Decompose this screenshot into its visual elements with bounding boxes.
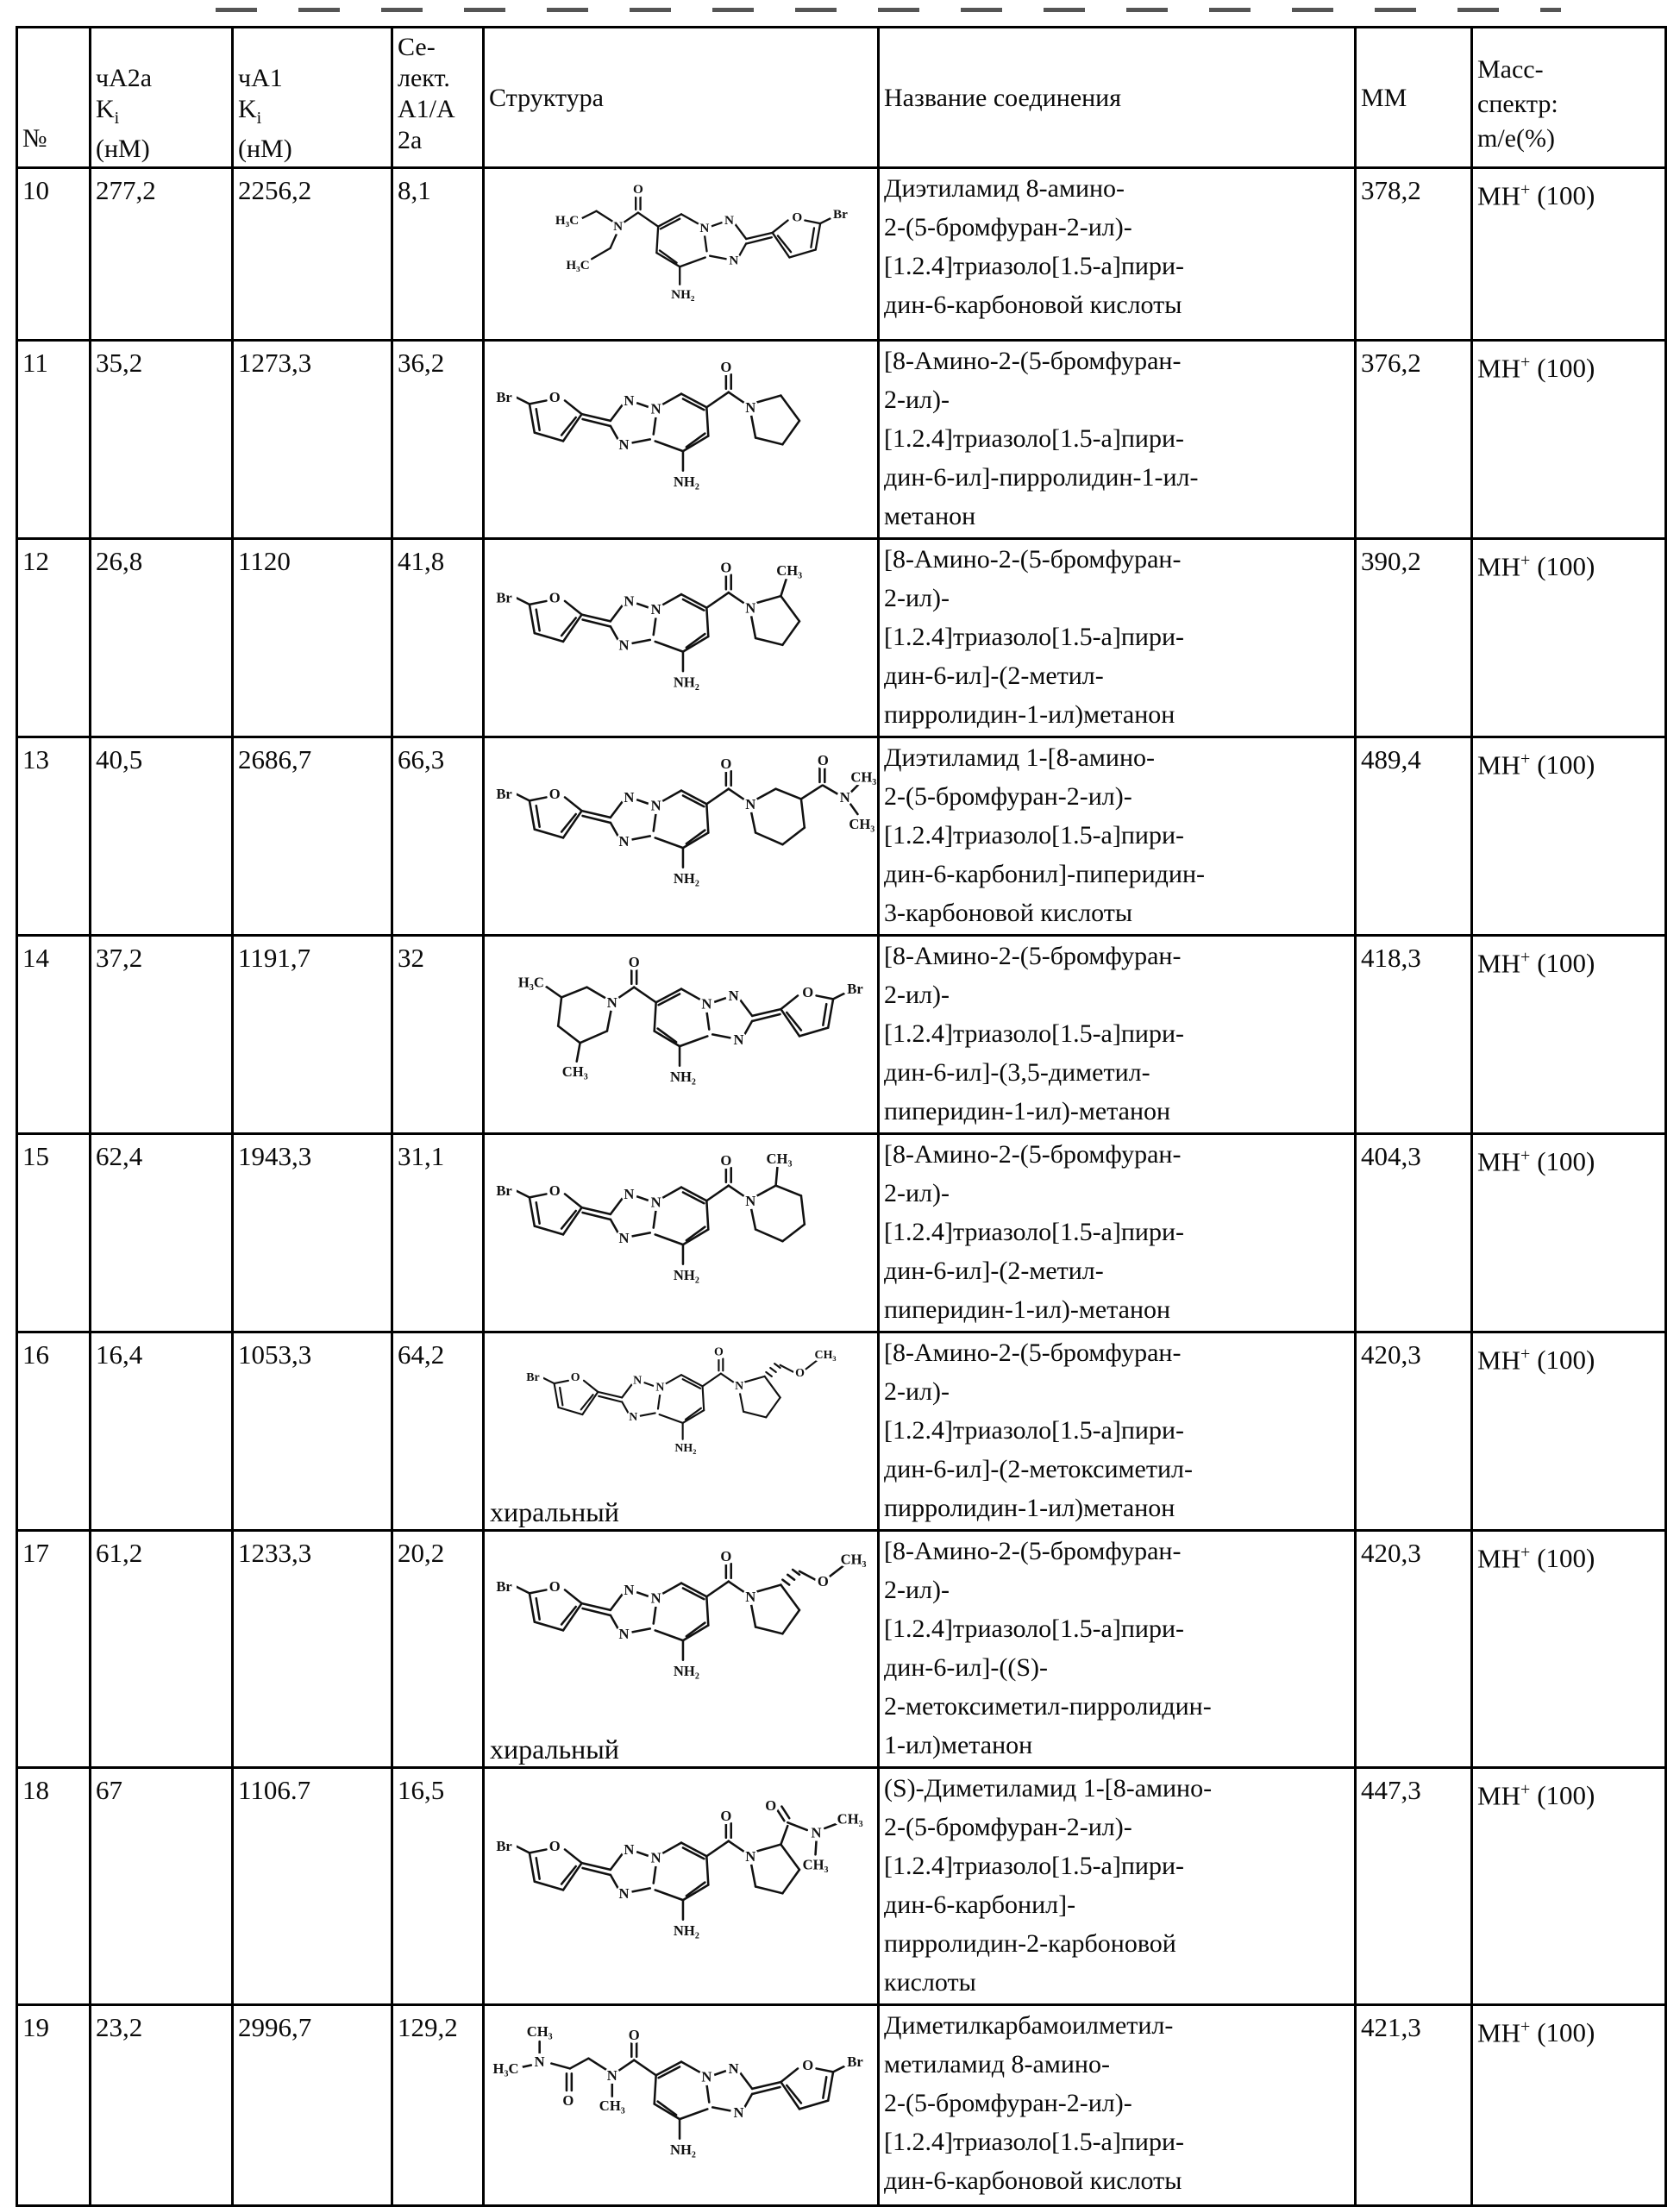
svg-text:CH₃: CH₃	[840, 1551, 867, 1568]
svg-text:H₃C: H₃C	[517, 974, 544, 991]
compound-name-line: пиперидин-1-ил)-метанон	[884, 1295, 1171, 1324]
svg-text:O: O	[570, 1371, 580, 1385]
svg-text:N: N	[744, 795, 755, 812]
svg-text:Br: Br	[495, 786, 512, 803]
svg-text:O: O	[632, 182, 643, 198]
compound-name-line: дин-6-ил]-пирролидин-1-ил-	[884, 463, 1199, 492]
svg-text:O: O	[628, 953, 640, 970]
header-row	[17, 28, 1666, 168]
nm-unit: (нМ)	[238, 135, 292, 163]
compound-name-line: дин-6-карбонил]-	[884, 1890, 1076, 1919]
a2a-ki-value: 26,8	[91, 539, 233, 737]
mm-value: 378,2	[1356, 168, 1472, 341]
compound-name-line: 2-ил)-	[884, 981, 950, 1009]
structure-cell	[484, 341, 879, 539]
svg-text:N: N	[650, 1849, 661, 1866]
mm-value: 447,3	[1356, 1768, 1472, 2005]
compound-name-line: (S)-Диметиламид 1-[8-амино-	[884, 1774, 1213, 1803]
compound-name	[879, 539, 1356, 737]
compound-name-line: [1.2.4]триазоло[1.5-а]пири-	[884, 252, 1185, 280]
svg-text:Br: Br	[495, 1578, 512, 1596]
svg-text:O: O	[628, 2026, 640, 2043]
compound-name-line: 2-метоксиметил-пирролидин-	[884, 1692, 1212, 1721]
svg-text:O: O	[801, 984, 813, 1001]
compound-name-line: пирролидин-1-ил)метанон	[884, 1494, 1175, 1522]
svg-text:N: N	[744, 1847, 755, 1865]
svg-text:N: N	[839, 788, 850, 806]
svg-text:N: N	[700, 2068, 711, 2085]
compound-name-line: [1.2.4]триазоло[1.5-а]пири-	[884, 623, 1185, 651]
svg-text:N: N	[733, 1031, 744, 1048]
svg-text:NH₂: NH₂	[673, 1922, 699, 1939]
svg-text:CH₃: CH₃	[526, 2022, 553, 2040]
svg-text:NH₂: NH₂	[673, 473, 699, 490]
compound-name-line: 3-карбоновой кислоты	[884, 899, 1133, 927]
svg-text:N: N	[744, 1588, 755, 1605]
svg-text:N: N	[811, 1824, 822, 1841]
mm-value: 390,2	[1356, 539, 1472, 737]
chemical-structure-drawing	[487, 1535, 875, 1717]
svg-text:O: O	[719, 559, 731, 576]
svg-text:N: N	[623, 1581, 634, 1598]
selectivity-value: 20,2	[392, 1531, 484, 1768]
compound-name	[879, 1768, 1356, 2005]
svg-text:N: N	[728, 2060, 739, 2077]
svg-text:O: O	[713, 1345, 724, 1359]
row-number: 17	[17, 1531, 91, 1768]
table-row	[17, 1531, 1666, 1768]
svg-text:O: O	[549, 786, 561, 803]
a1-ki-value: 2256,2	[233, 168, 392, 341]
table-row	[17, 737, 1666, 936]
mass-spectrum-value: МН+ (100)	[1472, 1768, 1666, 2005]
svg-text:CH₃: CH₃	[837, 1810, 863, 1828]
svg-text:H₃C: H₃C	[555, 213, 579, 229]
compound-name	[879, 1134, 1356, 1332]
svg-text:N: N	[650, 601, 661, 618]
scan-artifact-dashes	[216, 8, 1561, 12]
svg-text:O: O	[719, 1151, 731, 1169]
a2a-ki-value: 40,5	[91, 737, 233, 936]
selectivity-value: 66,3	[392, 737, 484, 936]
chemical-structure-drawing	[487, 2009, 875, 2200]
compound-name	[879, 737, 1356, 936]
svg-text:H₃C: H₃C	[565, 257, 590, 273]
mm-value: 421,3	[1356, 2005, 1472, 2206]
svg-text:N: N	[650, 1589, 661, 1607]
chemical-structure-drawing	[487, 345, 875, 529]
selectivity-value: 36,2	[392, 341, 484, 539]
mass-spectrum-value: МН+ (100)	[1472, 936, 1666, 1134]
svg-text:NH₂: NH₂	[673, 869, 699, 887]
row-number: 19	[17, 2005, 91, 2206]
svg-text:N: N	[728, 253, 738, 268]
svg-text:N: N	[655, 1381, 664, 1395]
a2a-ki-value: 61,2	[91, 1531, 233, 1768]
table-row	[17, 1332, 1666, 1531]
svg-text:NH₂: NH₂	[673, 1266, 699, 1283]
ki-label: $K_i$	[238, 95, 262, 128]
svg-text:O: O	[791, 210, 802, 225]
svg-text:N: N	[534, 2053, 545, 2071]
svg-text:N: N	[617, 1229, 629, 1246]
svg-text:Br: Br	[495, 1182, 512, 1200]
table-row	[17, 341, 1666, 539]
mass-spectrum-value: МН+ (100)	[1472, 737, 1666, 936]
compound-name-line: [8-Амино-2-(5-бромфуран-	[884, 347, 1182, 375]
selectivity-value: 31,1	[392, 1134, 484, 1332]
mm-value: 489,4	[1356, 737, 1472, 936]
chemical-structure-drawing	[487, 1138, 875, 1322]
svg-text:Br: Br	[495, 1838, 512, 1855]
svg-text:CH₃: CH₃	[599, 2097, 625, 2114]
svg-text:O: O	[817, 1573, 829, 1590]
structure-cell	[484, 936, 879, 1134]
svg-text:N: N	[650, 400, 661, 417]
svg-text:N: N	[724, 213, 734, 229]
compound-name	[879, 2005, 1356, 2206]
svg-text:O: O	[719, 1547, 731, 1564]
col-header-structure: Структура	[484, 28, 879, 168]
svg-text:O: O	[719, 358, 731, 375]
compound-name-line: [1.2.4]триазоло[1.5-а]пири-	[884, 821, 1185, 850]
col-header-number: №	[17, 28, 91, 168]
compound-name	[879, 1531, 1356, 1768]
compound-name-line: [8-Амино-2-(5-бромфуран-	[884, 1140, 1182, 1169]
svg-text:Br: Br	[846, 2053, 863, 2071]
svg-text:N: N	[617, 1625, 629, 1642]
chemical-structure-drawing	[487, 1772, 875, 1999]
mass-spectrum-value: МН+ (100)	[1472, 1332, 1666, 1531]
compound-name-line: дин-6-ил]-(2-метил-	[884, 661, 1104, 690]
col-header-selectivity: Се- лект. А1/А 2а	[392, 28, 484, 168]
svg-text:O: O	[794, 1367, 805, 1381]
compound-name-line: [1.2.4]триазоло[1.5-а]пири-	[884, 1416, 1185, 1445]
svg-text:O: O	[719, 1807, 731, 1824]
a2a-ki-value: 35,2	[91, 341, 233, 539]
svg-text:N: N	[606, 994, 617, 1011]
structure-cell	[484, 1768, 879, 2005]
structure-cell	[484, 168, 879, 341]
compound-name-line: дин-6-ил]-(3,5-диметил-	[884, 1058, 1150, 1087]
a1-ki-value: 1233,3	[233, 1531, 392, 1768]
selectivity-value: 64,2	[392, 1332, 484, 1531]
structure-cell	[484, 1531, 879, 1768]
a1-ki-value: 1120	[233, 539, 392, 737]
mass-spectrum-value: МН+ (100)	[1472, 341, 1666, 539]
svg-text:CH₃: CH₃	[848, 816, 874, 833]
compound-name-line: 2-(5-бромфуран-2-ил)-	[884, 2089, 1132, 2117]
svg-text:N: N	[623, 392, 634, 409]
a2a-ki-value: 16,4	[91, 1332, 233, 1531]
col-header-ha2a-ki	[91, 28, 233, 168]
compound-name	[879, 936, 1356, 1134]
row-number: 10	[17, 168, 91, 341]
compound-name-line: 2-(5-бромфуран-2-ил)-	[884, 1813, 1132, 1841]
ki-label: $K_i$	[96, 95, 120, 128]
row-number: 12	[17, 539, 91, 737]
row-number: 14	[17, 936, 91, 1134]
mm-value: 420,3	[1356, 1531, 1472, 1768]
compound-name-line: дин-6-карбоновой кислоты	[884, 291, 1182, 319]
compound-name-line: дин-6-карбонил]-пиперидин-	[884, 860, 1206, 888]
compound-name-line: пиперидин-1-ил)-метанон	[884, 1097, 1171, 1125]
svg-text:O: O	[549, 1182, 561, 1200]
col-header-ha1-ki	[233, 28, 392, 168]
compound-name-line: 2-ил)-	[884, 386, 950, 414]
svg-text:CH₃: CH₃	[814, 1348, 837, 1362]
compound-name-line: 2-(5-бромфуран-2-ил)-	[884, 213, 1132, 241]
svg-text:O: O	[549, 389, 561, 406]
structure-cell	[484, 737, 879, 936]
row-number: 15	[17, 1134, 91, 1332]
col-header-compound-name: Название соединения	[879, 28, 1356, 168]
chemical-structure-drawing	[487, 172, 875, 335]
chirality-caption: хиральный	[490, 1734, 619, 1765]
svg-text:N: N	[734, 1379, 743, 1393]
a1-ki-value: 1273,3	[233, 341, 392, 539]
svg-text:N: N	[650, 1194, 661, 1211]
compound-name-line: метанон	[884, 502, 976, 530]
svg-text:N: N	[623, 1840, 634, 1858]
svg-text:H₃C: H₃C	[492, 2060, 518, 2077]
compound-name-line: 2-ил)-	[884, 1377, 950, 1406]
compound-name-line: Диэтиламид 8-амино-	[884, 174, 1125, 203]
structure-cell	[484, 1332, 879, 1531]
compound-name-line: 2-(5-бромфуран-2-ил)-	[884, 782, 1132, 811]
compound-name-line: [1.2.4]триазоло[1.5-а]пири-	[884, 1218, 1185, 1246]
compound-name-line: метиламид 8-амино-	[884, 2050, 1110, 2078]
svg-text:Br: Br	[495, 389, 512, 406]
chemical-structure-drawing	[487, 1337, 875, 1485]
svg-text:O: O	[817, 751, 829, 768]
chemical-structure-drawing	[487, 543, 875, 731]
svg-text:O: O	[719, 755, 731, 772]
table-row	[17, 168, 1666, 341]
a1-ki-value: 1106.7	[233, 1768, 392, 2005]
compound-name	[879, 168, 1356, 341]
compound-table	[16, 26, 1667, 2207]
chemical-structure-drawing	[487, 742, 875, 925]
selectivity-value: 8,1	[392, 168, 484, 341]
compound-name-line: 2-ил)-	[884, 1576, 950, 1604]
ha2a-label: чА2а	[96, 64, 153, 92]
svg-text:N: N	[623, 593, 634, 610]
svg-text:CH₃: CH₃	[802, 1856, 829, 1873]
svg-text:N: N	[617, 1884, 629, 1902]
svg-text:Br: Br	[495, 589, 512, 606]
row-number: 13	[17, 737, 91, 936]
svg-text:N: N	[632, 1374, 642, 1388]
compound-name-line: [8-Амино-2-(5-бромфуран-	[884, 545, 1182, 574]
a1-ki-value: 1943,3	[233, 1134, 392, 1332]
a2a-ki-value: 67	[91, 1768, 233, 2005]
svg-text:NH₂: NH₂	[673, 674, 699, 691]
table-row	[17, 539, 1666, 737]
compound-name-line: [8-Амино-2-(5-бромфуран-	[884, 942, 1182, 970]
svg-text:O: O	[549, 1578, 561, 1596]
svg-text:Br: Br	[832, 206, 848, 222]
selectivity-value: 32	[392, 936, 484, 1134]
structure-cell	[484, 2005, 879, 2206]
svg-text:CH₃: CH₃	[849, 768, 876, 786]
compound-name-line: [8-Амино-2-(5-бромфуран-	[884, 1537, 1182, 1565]
svg-text:N: N	[617, 436, 629, 453]
svg-text:NH₂: NH₂	[674, 1441, 696, 1455]
compound-name-line: 2-ил)-	[884, 1179, 950, 1207]
mass-spectrum-value: МН+ (100)	[1472, 1134, 1666, 1332]
svg-text:N: N	[606, 2066, 617, 2084]
compound-name-line: пирролидин-1-ил)метанон	[884, 700, 1175, 729]
compound-name-line: дин-6-ил]-((S)-	[884, 1653, 1049, 1682]
mm-value: 376,2	[1356, 341, 1472, 539]
a2a-ki-value: 277,2	[91, 168, 233, 341]
svg-text:NH₂: NH₂	[669, 2141, 696, 2158]
structure-cell	[484, 539, 879, 737]
svg-text:N: N	[728, 987, 739, 1004]
svg-text:N: N	[733, 2104, 744, 2121]
chemical-structure-drawing	[487, 940, 875, 1124]
svg-text:O: O	[764, 1797, 776, 1815]
row-number: 16	[17, 1332, 91, 1531]
a2a-ki-value: 23,2	[91, 2005, 233, 2206]
col-header-mm: ММ	[1356, 28, 1472, 168]
a1-ki-value: 1191,7	[233, 936, 392, 1134]
svg-text:N: N	[617, 832, 629, 850]
mm-value: 420,3	[1356, 1332, 1472, 1531]
svg-text:NH₂: NH₂	[669, 1068, 696, 1085]
selectivity-value: 16,5	[392, 1768, 484, 2005]
svg-text:CH₃: CH₃	[766, 1150, 792, 1167]
svg-text:NH₂: NH₂	[673, 1662, 699, 1679]
compound-name	[879, 1332, 1356, 1531]
svg-text:CH₃: CH₃	[561, 1063, 588, 1080]
compound-name-line: [8-Амино-2-(5-бромфуран-	[884, 1339, 1182, 1367]
svg-text:NH₂: NH₂	[670, 286, 694, 302]
table-row	[17, 1768, 1666, 2005]
svg-text:O: O	[801, 2057, 813, 2074]
mass-spectrum-value: МН+ (100)	[1472, 1531, 1666, 1768]
svg-text:N: N	[623, 1185, 634, 1202]
table-row	[17, 2005, 1666, 2206]
compound-name-line: Диэтиламид 1-[8-амино-	[884, 743, 1156, 772]
table-row	[17, 1134, 1666, 1332]
nm-unit: (нМ)	[96, 135, 150, 163]
a1-ki-value: 2996,7	[233, 2005, 392, 2206]
svg-text:N: N	[744, 398, 755, 416]
mm-value: 404,3	[1356, 1134, 1472, 1332]
compound-name-line: Диметилкарбамоилметил-	[884, 2011, 1174, 2040]
svg-text:N: N	[699, 220, 709, 235]
svg-text:N: N	[650, 797, 661, 814]
compound-name-line: дин-6-карбоновой кислоты	[884, 2166, 1182, 2195]
mm-value: 418,3	[1356, 936, 1472, 1134]
mass-spectrum-value: МН+ (100)	[1472, 2005, 1666, 2206]
ha1-label: чА1	[238, 64, 283, 92]
svg-text:O: O	[549, 589, 561, 606]
svg-text:N: N	[617, 636, 629, 654]
a2a-ki-value: 37,2	[91, 936, 233, 1134]
compound-name-line: 2-ил)-	[884, 584, 950, 612]
compound-name-line: [1.2.4]триазоло[1.5-а]пири-	[884, 2128, 1185, 2156]
svg-text:Br: Br	[525, 1371, 540, 1385]
structure-cell	[484, 1134, 879, 1332]
compound-name-line: кислоты	[884, 1968, 976, 1997]
svg-text:Br: Br	[846, 981, 863, 998]
row-number: 11	[17, 341, 91, 539]
compound-name-line: дин-6-ил]-(2-метил-	[884, 1257, 1104, 1285]
svg-text:O: O	[561, 2092, 574, 2110]
chirality-caption: хиральный	[490, 1496, 619, 1527]
table-row	[17, 936, 1666, 1134]
mass-spectrum-value: МН+ (100)	[1472, 168, 1666, 341]
a1-ki-value: 1053,3	[233, 1332, 392, 1531]
compound-name-line: [1.2.4]триазоло[1.5-а]пири-	[884, 1019, 1185, 1048]
compound-name-line: [1.2.4]триазоло[1.5-а]пири-	[884, 1852, 1185, 1880]
compound-name-line: дин-6-ил]-(2-метоксиметил-	[884, 1455, 1193, 1483]
selectivity-value: 41,8	[392, 539, 484, 737]
svg-text:N: N	[744, 599, 755, 617]
col-header-mass-spectrum: Масс- спектр: m/e(%)	[1472, 28, 1666, 168]
svg-text:N: N	[628, 1410, 637, 1424]
compound-name	[879, 341, 1356, 539]
compound-name-line: [1.2.4]триазоло[1.5-а]пири-	[884, 424, 1185, 453]
row-number: 18	[17, 1768, 91, 2005]
svg-text:N: N	[623, 788, 634, 806]
compound-name-line: 1-ил)метанон	[884, 1731, 1033, 1759]
mass-spectrum-value: МН+ (100)	[1472, 539, 1666, 737]
svg-text:CH₃: CH₃	[775, 562, 802, 580]
svg-text:N: N	[612, 219, 623, 235]
svg-text:N: N	[700, 995, 711, 1013]
svg-text:N: N	[744, 1192, 755, 1209]
selectivity-value: 129,2	[392, 2005, 484, 2206]
svg-text:O: O	[549, 1838, 561, 1855]
a1-ki-value: 2686,7	[233, 737, 392, 936]
compound-name-line: пирролидин-2-карбоновой	[884, 1929, 1176, 1958]
compound-name-line: [1.2.4]триазоло[1.5-а]пири-	[884, 1614, 1185, 1643]
a2a-ki-value: 62,4	[91, 1134, 233, 1332]
